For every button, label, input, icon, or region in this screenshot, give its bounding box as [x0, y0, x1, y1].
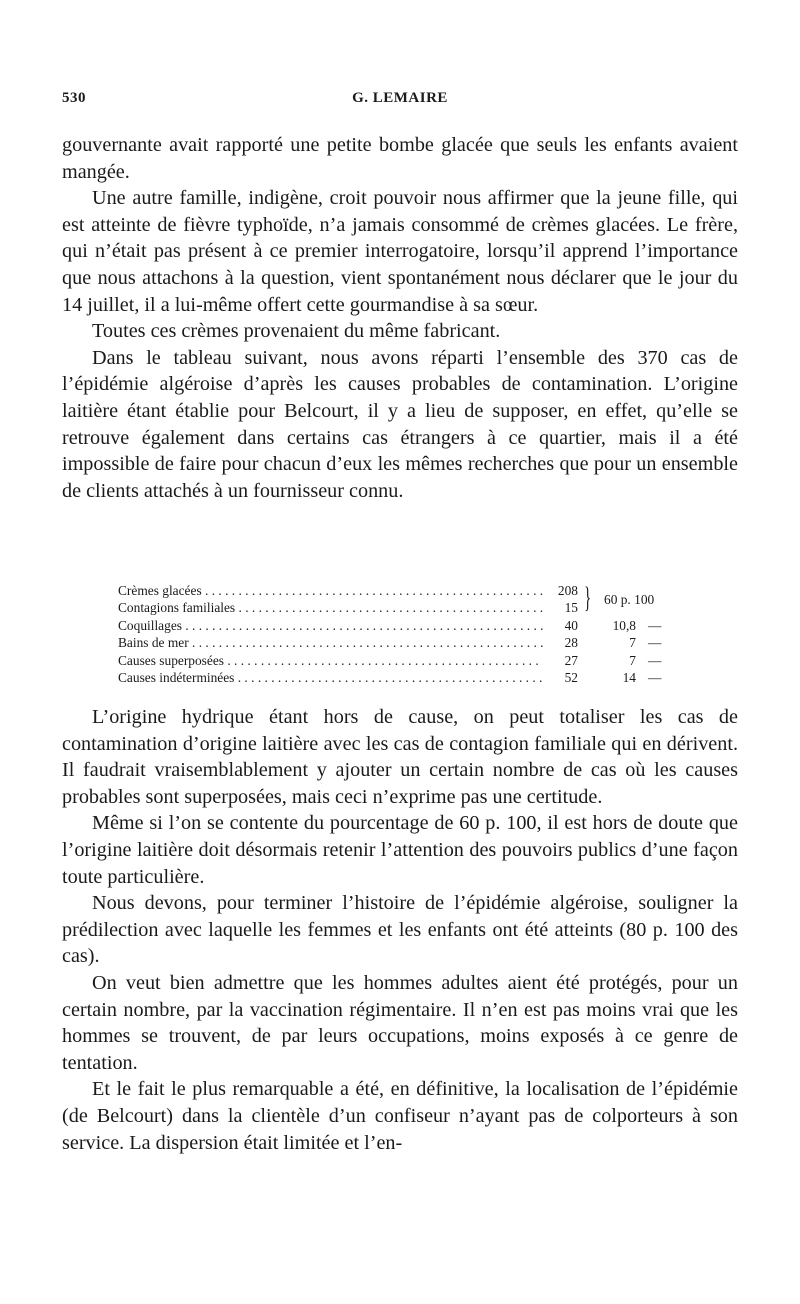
row-ditto: — — [648, 652, 662, 668]
row-ditto: — — [648, 635, 662, 651]
table-row — [118, 652, 688, 669]
table-row — [118, 617, 688, 634]
row-percentage: 7 — [629, 652, 636, 668]
row-ditto: — — [648, 617, 662, 633]
running-head-author: G. LEMAIRE — [352, 90, 448, 106]
row-ditto: — — [648, 669, 662, 685]
row-label: Contagions familiales . . . — [118, 599, 543, 616]
paragraph: Et le fait le plus remarquable a été, en définitive, la localisation de l’épidémie (de Belcourt) dans la clientèle d’un confiseur n’ayant pas de colporteurs à son service. La dispersion était limitée et l’en- — [62, 1078, 738, 1154]
row-label: Bains de mer . . . — [118, 634, 543, 651]
paragraph: Dans le tableau suivant, nous avons réparti l’ensemble des 370 cas de l’épidémie algéroise d’après les causes probables de contamination. L’origine laitière étant établie pour Belcourt, il y a lieu de supposer, en effet, qu’elle se retrouve également dans certains cas étrangers à ce quartier, mais il a été impossible de faire pour chacun d’eux les mêmes recherches que pour un ensemble de clients attachés à un fournisseur connu. — [62, 346, 738, 502]
row-count: 27 — [564, 652, 578, 668]
table-row — [118, 669, 688, 686]
table-row — [118, 634, 688, 651]
causes-table — [118, 582, 688, 686]
row-count: 52 — [564, 669, 578, 685]
row-count: 208 — [557, 583, 578, 598]
row-percentage: 10,8 — [612, 617, 636, 633]
row-label: Coquillages . . . — [118, 617, 543, 634]
paragraph: gouvernante avait rapporté une petite bombe glacée que seuls les enfants avaient mangée. — [62, 134, 738, 183]
row-count: 15 — [564, 600, 578, 616]
row-label: Crèmes glacées . . . — [118, 582, 543, 599]
paragraph: Une autre famille, indigène, croit pouvoir nous affirmer que la jeune fille, qui est atteinte de fièvre typhoïde, n’a jamais consommé de crèmes glacées. Le frère, qui n’était pas présent à ce premier interrogatoire, lorsqu’il apprend l’importance que nous attachons à la question, vient spontanément nous déclarer que le jour du 14 juillet, il a lui-même offert cette gourmandise à sa sœur. — [62, 187, 738, 316]
paragraph: Même si l’on se contente du pourcentage de 60 p. 100, il est hors de doute que l’origine laitière doit désormais retenir l’attention des pouvoirs publics d’une façon toute particulière. — [62, 812, 738, 888]
paragraph: L’origine hydrique étant hors de cause, on peut totaliser les cas de contamination d’origine laitière avec les cas de contagion familiale qui en dérivent. Il faudrait vraisemblablement y ajouter un certain nombre de cas où les causes probables sont superposées, mais ceci n’exprime pas une certitude. — [62, 706, 738, 808]
table-row — [118, 599, 688, 616]
brace-icon: } — [584, 581, 592, 614]
row-percentage: 7 — [629, 635, 636, 651]
row-label: Causes superposées . . . — [118, 652, 543, 669]
row-count: 40 — [564, 617, 578, 633]
row-percentage: 14 — [622, 669, 636, 685]
body-text-top — [62, 132, 738, 504]
brace-percentage: 60 p. 100 — [604, 592, 655, 607]
running-head — [62, 90, 738, 112]
row-label: Causes indéterminées . . . — [118, 669, 543, 686]
paragraph: Nous devons, pour terminer l’histoire de l’épidémie algéroise, souligner la prédilection avec laquelle les femmes et les enfants ont été atteints (80 p. 100 des cas). — [62, 892, 738, 968]
body-text-bottom — [62, 704, 738, 1156]
page-number: 530 — [62, 90, 86, 106]
paragraph: Toutes ces crèmes provenaient du même fabricant. — [92, 320, 501, 343]
paragraph: On veut bien admettre que les hommes adultes aient été protégés, pour un certain nombre, par la vaccination régimentaire. Il n’en est pas moins vrai que les hommes se trouvent, de par leurs occupations, moins exposés à ce genre de tentation. — [62, 971, 738, 1074]
row-count: 28 — [564, 635, 578, 651]
